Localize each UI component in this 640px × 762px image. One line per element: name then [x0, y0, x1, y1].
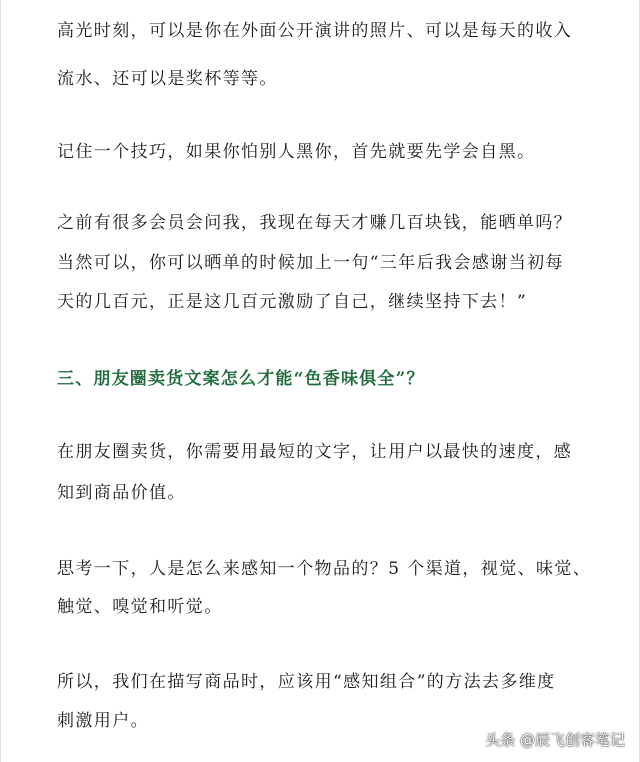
paragraph-3-line-2: 当然可以，你可以晒单的时候加上一句“三年后我会感谢当初每	[57, 253, 564, 273]
paragraph-3-line-3: 天的几百元，正是这几百元激励了自己，继续坚持下去！”	[57, 292, 528, 312]
paragraph-2-line-1: 记住一个技巧，如果你怕别人黑你，首先就要先学会自黑。	[57, 142, 536, 162]
paragraph-3-line-1: 之前有很多会员会问我，我现在每天才赚几百块钱，能晒单吗？	[57, 213, 573, 233]
paragraph-6-line-1: 所以，我们在描写商品时，应该用“感知组合”的方法去多维度	[57, 672, 556, 692]
paragraph-4-line-1: 在朋友圈卖货，你需要用最短的文字，让用户以最快的速度，感	[57, 442, 573, 462]
paragraph-1-line-1: 高光时刻，可以是你在外面公开演讲的照片、可以是每天的收入	[57, 21, 573, 41]
paragraph-4-line-2: 知到商品价值。	[57, 483, 186, 503]
paragraph-5-line-1: 思考一下，人是怎么来感知一个物品的？5 个渠道，视觉、味觉、	[57, 559, 592, 579]
paragraph-1-line-2: 流水、还可以是奖杯等等。	[57, 69, 278, 89]
paragraph-6-line-2: 刺激用户。	[57, 711, 149, 731]
paragraph-5-line-2: 触觉、嗅觉和听觉。	[57, 597, 223, 617]
watermark: 头条 @辰飞创客笔记	[485, 731, 625, 749]
section-heading: 三、朋友圈卖货文案怎么才能“色香味俱全”？	[57, 369, 425, 389]
